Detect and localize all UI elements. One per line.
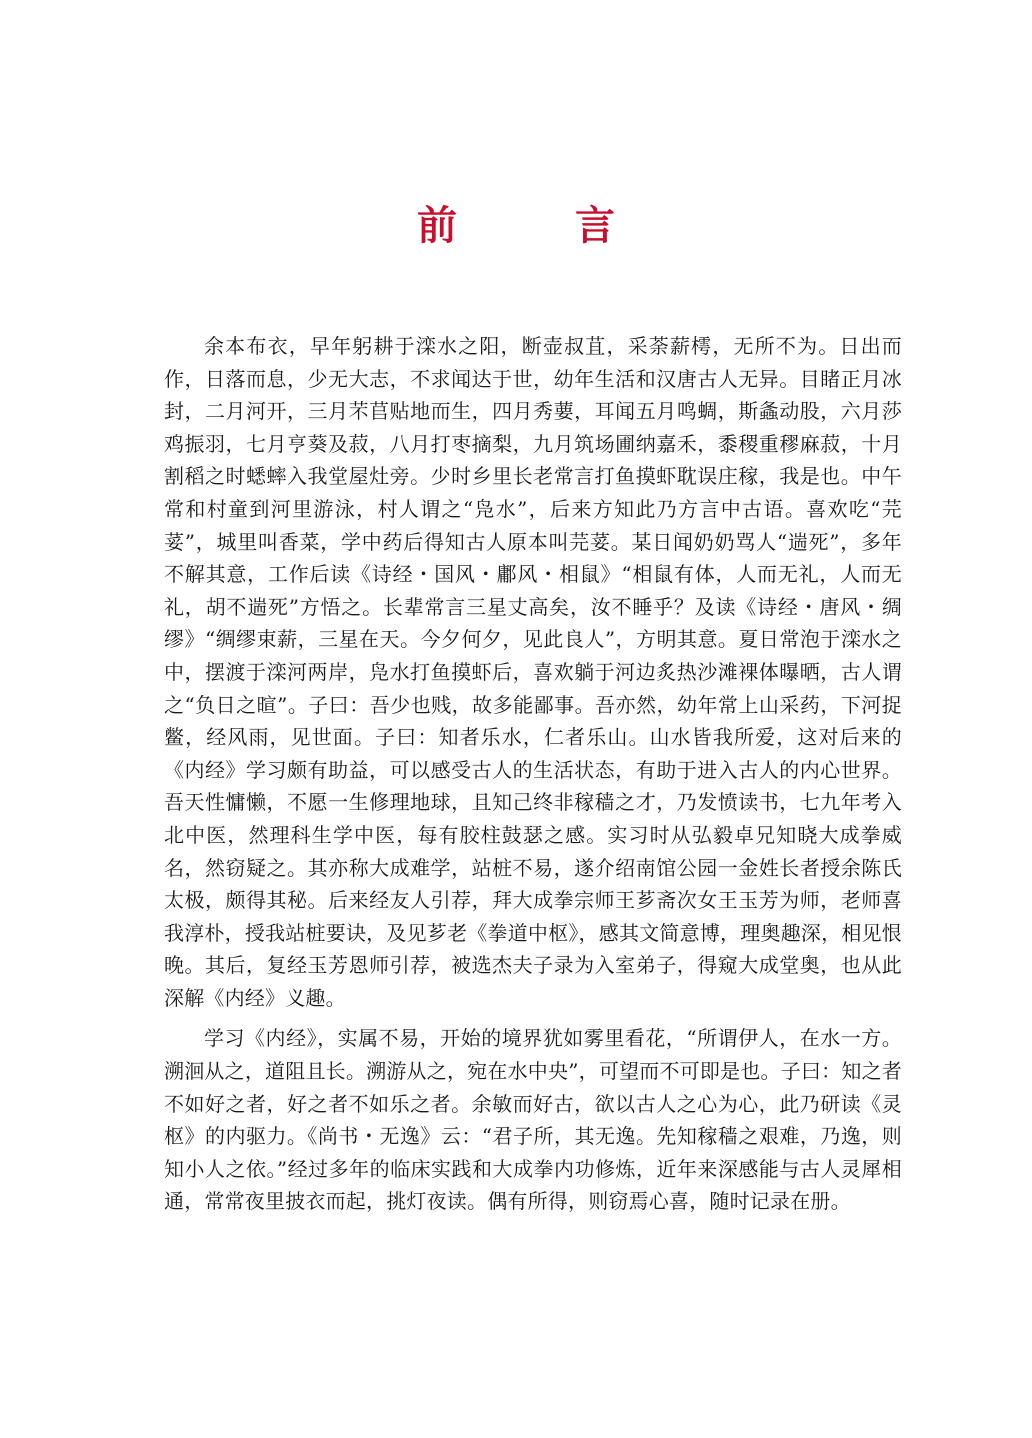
paragraph-2: 学习《内经》，实属不易，开始的境界犹如雾里看花，“所谓伊人，在水一方。溯洄从之，道阻且长。溯游从之，宛在水中央”，可望而不可即是也。子曰：知之者不如好之者，好之者不如乐之者。余敏而好古，欲以古人之心为心，此乃研读《灵枢》的内驱力。《尚书・无逸》云：“君子所，其无逸。先知稼穑之艰难，乃逸，则知小人之依。”经过多年的临床实践和大成拳内功修炼，近年来深感能与古人灵犀相通，常常夜里披衣而起，挑灯夜读。偶有所得，则窃焉心喜，随时记录在册。 <box>164 1026 902 1214</box>
page-title: 前 言 <box>417 203 667 249</box>
paragraph-1: 余本布衣，早年躬耕于滦水之阳，断壶叔苴，采荼薪樗，无所不为。日出而作，日落而息，少无大志，不求闻达于世，幼年生活和汉唐古人无异。目睹正月冰封，二月河开，三月芣苢贴地而生，四月秀葽，耳闻五月鸣蜩，斯螽动股，六月莎鸡振羽，七月亨葵及菽，八月打枣摘梨，九月筑场圃纳嘉禾，黍稷重穋麻菽，十月割稻之时蟋蟀入我堂屋灶旁。少时乡里长老常言打鱼摸虾耽误庄稼，我是也。中午常和村童到河里游泳，村人谓之“凫水”，后来方知此乃方言中古语。喜欢吃“芫荽”，城里叫香菜，学中药后得知古人原本叫芫荽。某日闻奶奶骂人“遄死”，多年不解其意，工作后读《诗经・国风・鄘风・相鼠》“相鼠有体，人而无礼，人而无礼，胡不遄死”方悟之。长辈常言三星丈高矣，汝不睡乎？及读《诗经・唐风・绸缪》“绸缪束薪，三星在天。今夕何夕，见此良人”，方明其意。夏日常泡于滦水之中，摆渡于滦河两岸，凫水打鱼摸虾后，喜欢躺于河边炙热沙滩裸体曝晒，古人谓之“负日之暄”。子曰：吾少也贱，故多能鄙事。吾亦然，幼年常上山采药，下河捉鳖，经风雨，见世面。子曰：知者乐水，仁者乐山。山水皆我所爱，这对后来的《内经》学习颇有助益，可以感受古人的生活状态，有助于进入古人的内心世界。吾天性慵懒，不愿一生修理地球，且知己终非稼穑之才，乃发愤读书，七九年考入北中医，然理科生学中医，每有胶柱鼓瑟之感。实习时从弘毅卓兄知晓大成拳威名，然窃疑之。其亦称大成难学，站桩不易，遂介绍南馆公园一金姓长者授余陈氏太极，颇得其秘。后来经友人引荐，拜大成拳宗师王芗斋次女王玉芳为师，老师喜我淳朴，授我站桩要诀，及见芗老《拳道中枢》，感其文简意博，理奥趣深，相见恨晚。其后，复经玉芳恩师引荐，被选杰夫子录为入室弟子，得窥大成堂奥，也从此深解《内经》义趣。 <box>164 334 902 1010</box>
preface-body <box>164 330 902 1218</box>
